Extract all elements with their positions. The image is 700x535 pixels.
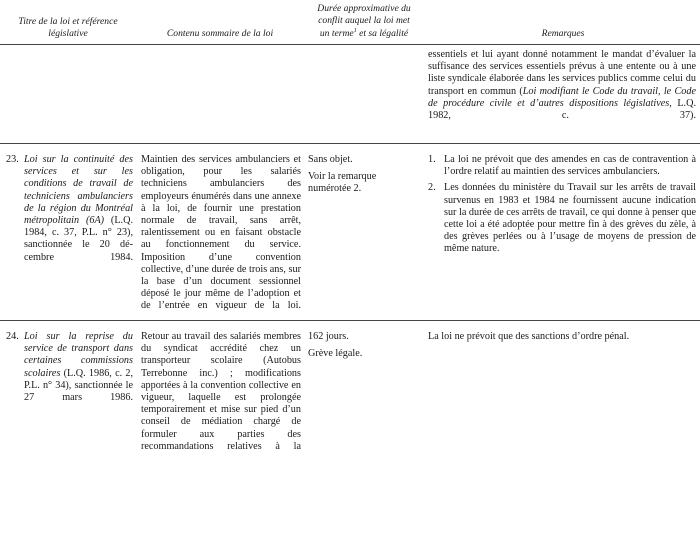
row23-duration-note: Voir la remarque numérotée 2. <box>308 171 377 195</box>
row-rule-23 <box>0 143 700 144</box>
row24-title: Loi sur la reprise du service de transport dans certaines commissions scolaires (L.Q. 1986, c. 2, P.L. n° 34), sanctionnée le 27 mars 1986. <box>24 331 133 404</box>
row24-remark: La loi ne prévoit que des sanctions d’ordre pénal. <box>428 331 630 342</box>
header-col-title <box>0 16 136 60</box>
row24-content: Retour au travail des salariés membres du syndicat accrédité chez un transporteur scolaire (Autobus Terrebonne inc.) ; modifications apportées à la convention collective en vigueur, laquelle est prolongée temporairement et mise sur pied d’un conseil de médiation chargé de formuler aux parties des recommandations relatives à la <box>141 331 301 452</box>
row23-duration <box>308 154 418 201</box>
header-col-content <box>140 28 300 72</box>
header-col-duration <box>306 3 422 47</box>
header-col-content-label: Contenu sommaire de la loi <box>166 28 274 39</box>
header-col-duration-line3: un terme$^1$ et sa légalité <box>319 28 409 40</box>
header-col-title-line1: Titre de la loi et référence <box>18 16 118 27</box>
header-col-duration-line1: Durée approximative du <box>317 3 411 14</box>
header-col-duration-line2: conflit auquel la loi met <box>318 14 410 26</box>
row24-duration-note: Grève légale. <box>308 348 363 360</box>
row23-duration-value: Sans objet. <box>308 154 353 165</box>
row24-duration <box>308 331 418 365</box>
continued-remark: essentiels et lui ayant donné notamment le mandat d’évaluer la suffisance des services essentiels prévus à une entente ou à une liste syndicale élaborée dans les services publics comme celui du transport en commun (Loi modifiant le Code du travail, le Code de procédure civile et d’autres dispositions législatives, L.Q. 1982, c. 37). <box>428 49 696 122</box>
row23-remarks <box>428 154 696 260</box>
row24-number: 24. <box>6 331 19 342</box>
row23-number: 23. <box>6 154 19 165</box>
row23-remark-1: 1. La loi ne prévoit que des amendes en cas de contravention à l’ordre relatif au maintien des services ambulanciers. <box>428 154 696 178</box>
row23-title: Loi sur la continuité des services et sur les conditions de travail de techniciens ambulanciers de la région du Montréal métropolitain (6A) (L.Q. 1984, c. 37, P.L. n° 23), sanctionnée le 20 décembre 1984. <box>24 154 133 263</box>
row23-remark-2: 2. Les données du ministère du Travail sur les arrêts de travail survenus en 1983 et 1984 ne fournissent aucune indication sur la durée de ces arrêts de travail, ce qui donne à penser que cette loi a été adoptée pour mettre fin à des grèves du zèle, à des grèves perlées ou à l’usage de moyens de pression de même nature. <box>428 182 696 255</box>
header-col-remarks-label: Remarques <box>541 28 585 39</box>
row-rule-24 <box>0 320 700 321</box>
header-col-title-line2: législative <box>48 27 88 39</box>
row23-content: Maintien des services ambulanciers et obligation, pour les salariés techniciens ambulanciers des employeurs énumérés dans une annexe à la loi, de fournir une prestation normale de travail, sans arrêt, ralentissement ou en faisant obstacle au fonctionnement du service. Imposition d’une convention collective, d’une durée de trois ans, sur la base d’un document sessionnel déposé le jour même de l’adoption et de l’entrée en vigueur de la loi. <box>141 154 301 312</box>
header-rule <box>0 44 700 45</box>
row24-duration-value: 162 jours. <box>308 331 349 342</box>
